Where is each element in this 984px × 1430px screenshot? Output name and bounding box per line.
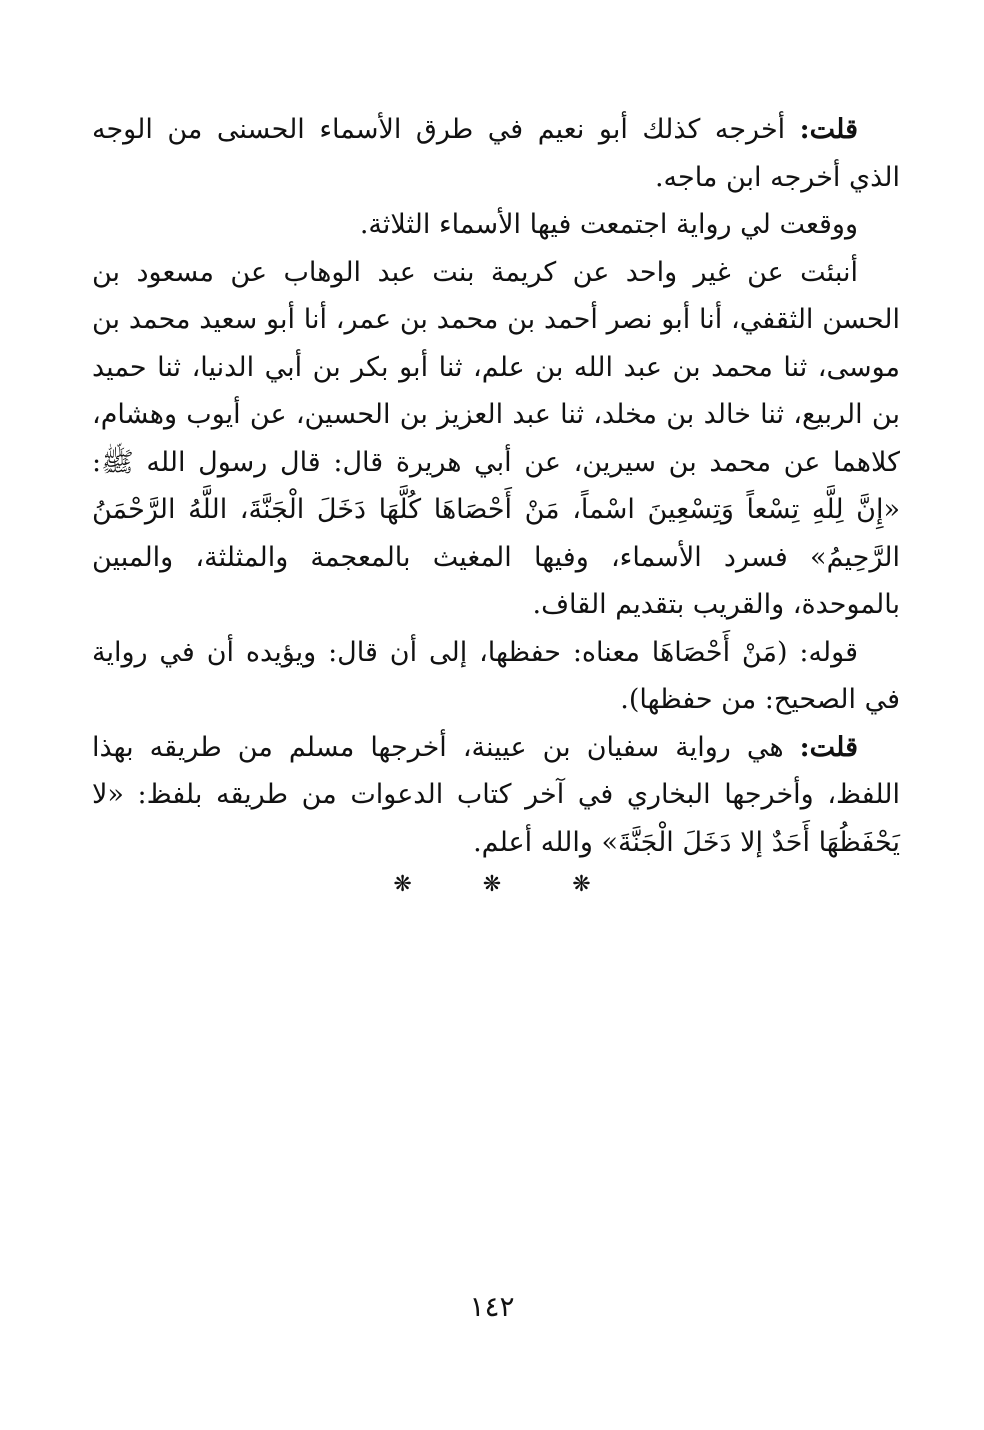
page-body: [92, 106, 900, 866]
paragraph-text: ووقعت لي رواية اجتمعت فيها الأسماء الثلاثة.: [359, 209, 858, 240]
paragraph-lead: قلت:: [799, 731, 858, 763]
paragraph-4: [92, 629, 900, 724]
page-number: ١٤٢: [469, 1290, 515, 1323]
paragraph-lead: قلت:: [799, 114, 858, 145]
paragraph-text: قوله: (مَنْ أَحْصَاهَا معناه: حفظها، إلى أن قال: ويؤيده أن في رواية في الصحيح: من حفظها).: [92, 636, 900, 715]
paragraph-text: هي رواية سفيان بن عيينة، أخرجها مسلم من طريقه بهذا اللفظ، وأخرجها البخاري في آخر كتاب الدعوات من طريقه بلفظ: «لا يَحْفَظُهَا أَحَدٌ إلا دَخَلَ الْجَنَّةَ» والله أعلم.: [92, 731, 900, 858]
paragraph-2: [92, 201, 900, 249]
separator-star-icon: ❋: [393, 872, 412, 897]
paragraph-5: [92, 724, 900, 867]
separator-star-icon: ❋: [572, 872, 591, 897]
section-separator: [0, 872, 984, 897]
separator-star-icon: ❋: [482, 872, 502, 897]
paragraph-text: أخرجه كذلك أبو نعيم في طرق الأسماء الحسنى من الوجه الذي أخرجه ابن ماجه.: [92, 114, 900, 193]
paragraph-3: [92, 249, 900, 629]
paragraph-text: أنبئت عن غير واحد عن كريمة بنت عبد الوهاب عن مسعود بن الحسن الثقفي، أنا أبو نصر أحمد بن محمد بن عمر، أنا أبو سعيد محمد بن موسى، ثنا محمد بن عبد الله بن علم، ثنا أبو بكر بن أبي الدنيا، ثنا حميد بن الربيع، ثنا خالد بن مخلد، ثنا عبد العزيز بن الحسين، عن أيوب وهشام، كلاهما عن محمد بن سيرين، عن أبي هريرة قال: قال رسول الله ﷺ: «إِنَّ لِلَّهِ تِسْعاً وَتِسْعِينَ اسْماً، مَنْ أَحْصَاهَا كُلَّهَا دَخَلَ الْجَنَّةَ، اللَّهُ الرَّحْمَنُ الرَّحِيمُ» فسرد الأسماء، وفيها المغيث بالمعجمة والمثلثة، والمبين بالموحدة، والقريب بتقديم القاف.: [92, 256, 900, 620]
paragraph-1: [92, 106, 900, 201]
